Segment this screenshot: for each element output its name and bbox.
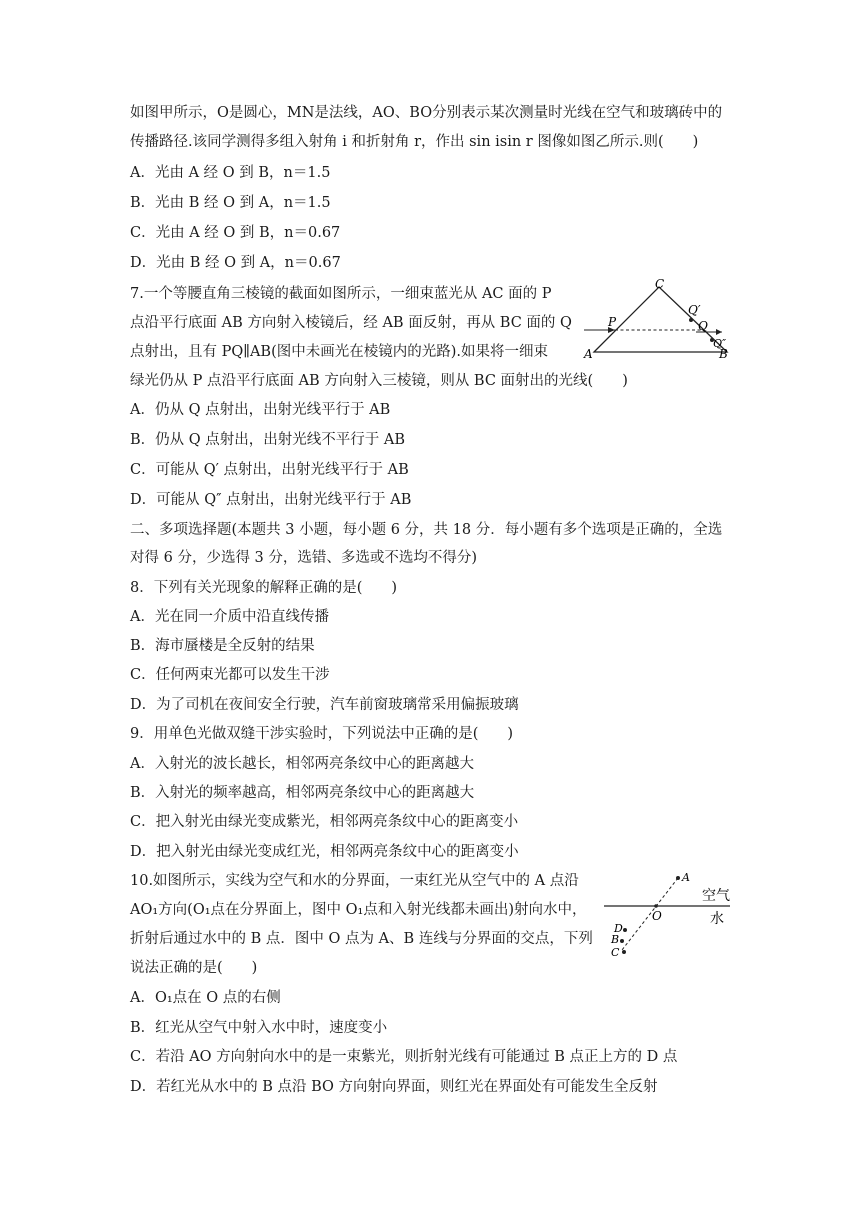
q7-stem-line-2: 点沿平行底面 AB 方向射入棱镜后，经 AB 面反射，再从 BC 面的 Q [130,315,572,331]
label-q-prime: Q′ [688,303,701,317]
point-a [676,876,680,880]
q10-stem-line-2: AO₁方向(O₁点在分界面上，图中 O₁点和入射光线都未画出)射向水中， [130,902,587,918]
label-air: 空气 [702,888,730,904]
q7-option-c: C．可能从 Q′ 点射出，出射光线平行于 AB [130,462,409,478]
exit-arrow [716,329,722,335]
q10-option-b: B．红光从空气中射入水中时，速度变小 [130,1020,388,1036]
label-p: P [608,315,617,329]
q7-option-b: B．仍从 Q 点射出，出射光线不平行于 AB [130,432,405,448]
q6-option-a: A．光由 A 经 O 到 B，n＝1.5 [130,165,331,181]
point-c [622,950,626,954]
label-d: D [614,922,623,935]
q8-option-a: A．光在同一介质中沿直线传播 [130,609,329,625]
q7-option-a: A．仍从 Q 点射出，出射光线平行于 AB [130,402,391,418]
label-b: B [611,933,620,946]
q8-stem: 8．下列有关光现象的解释正确的是( ) [130,580,398,596]
q10-option-c: C．若沿 AO 方向射向水中的是一束紫光，则折射光线有可能通过 B 点正上方的 D 点 [130,1049,678,1065]
q9-option-c: C．把入射光由绿光变成紫光，相邻两亮条纹中心的距离变小 [130,814,519,830]
q9-option-d: D．把入射光由绿光变成红光，相邻两亮条纹中心的距离变小 [130,844,519,860]
point-d [623,928,627,932]
q9-option-b: B．入射光的频率越高，相邻两亮条纹中心的距离越大 [130,785,475,801]
q10-option-a: A．O₁点在 O 点的右侧 [130,990,281,1006]
q6-option-d: D．光由 B 经 O 到 A，n＝0.67 [130,255,341,271]
section2-heading-line-1: 二、多项选择题(本题共 3 小题，每小题 6 分，共 18 分．每小题有多个选项是正确的，全选 [130,522,723,538]
label-a: A [584,347,593,361]
q6-stem-line-2: 传播路径.该同学测得多组入射角 i 和折射角 r，作出 sin isin r 图像如图乙所示.则( ) [130,134,699,150]
label-o: O [652,909,662,923]
prism-figure [582,278,742,362]
q7-stem-line-3: 点射出，且有 PQ∥AB(图中未画光在棱镜内的光路).如果将一细束 [130,344,548,360]
q8-option-d: D．为了司机在夜间安全行驶，汽车前窗玻璃常采用偏振玻璃 [130,697,519,713]
q9-stem: 9．用单色光做双缝干涉实验时，下列说法中正确的是( ) [130,726,514,742]
q6-option-c: C．光由 A 经 O 到 B，n＝0.67 [130,225,341,241]
ab-dashed-line [622,878,678,950]
point-q-prime [689,318,693,322]
q6-stem-line-1: 如图甲所示，O是圆心，MN是法线，AO、BO分别表示某次测量时光线在空气和玻璃砖中的 [130,105,723,121]
q10-stem-line-1: 10.如图所示，实线为空气和水的分界面，一束红光从空气中的 A 点沿 [130,873,579,889]
label-water: 水 [710,911,724,927]
label-b: B [719,347,728,361]
label-q: Q [698,319,708,333]
q7-stem-line-4: 绿光仍从 P 点沿平行底面 AB 方向射入三棱镜，则从 BC 面射出的光线( ) [130,373,628,389]
q9-option-a: A．入射光的波长越长，相邻两亮条纹中心的距离越大 [130,756,474,772]
q8-option-b: B．海市蜃楼是全反射的结果 [130,638,315,654]
label-c: C [611,946,620,959]
label-a: A [682,871,690,884]
q10-option-d: D．若红光从水中的 B 点沿 BO 方向射向界面，则红光在界面处有可能发生全反射 [130,1079,658,1095]
q10-stem-line-3: 折射后通过水中的 B 点．图中 O 点为 A、B 连线与分界面的交点，下列 [130,931,593,947]
label-c: C [655,278,665,291]
q10-stem-line-4: 说法正确的是( ) [130,960,258,976]
point-b [620,939,624,943]
q7-stem-line-1: 7.一个等腰直角三棱镜的截面如图所示，一细束蓝光从 AC 面的 P [130,286,552,302]
label-q-double-prime: Q″ [713,337,727,350]
q7-option-d: D．可能从 Q″ 点射出，出射光线平行于 AB [130,492,412,508]
q6-option-b: B．光由 B 经 O 到 A，n＝1.5 [130,195,331,211]
air-water-figure [604,866,740,962]
section2-heading-line-2: 对得 6 分，少选得 3 分，选错、多选或不选均不得分) [130,550,478,566]
q8-option-c: C．任何两束光都可以发生干涉 [130,667,330,683]
point-o [654,904,658,908]
